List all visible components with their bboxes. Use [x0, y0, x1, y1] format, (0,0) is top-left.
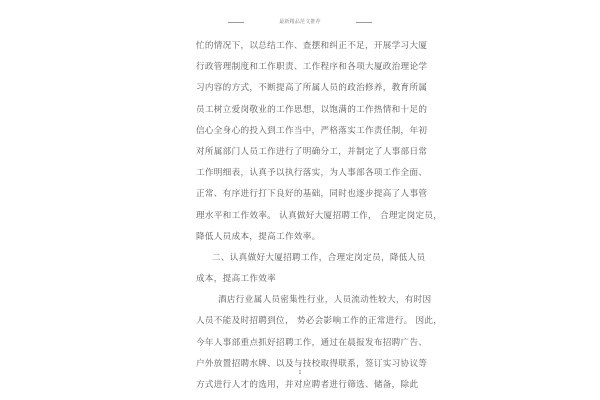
body-line: 今年人事部重点抓好招聘工作，通过在晨报发布招聘广告、 — [196, 337, 428, 348]
body-line: 户外放置招聘水牌、以及与技校取得联系，签订实习协议等 — [196, 358, 428, 369]
body-line: 员工树立爱岗敬业的工作思想，以饱满的工作热情和十足的 — [196, 104, 428, 115]
body-line: 成本，提高工作效率 — [196, 274, 277, 285]
body-line: 对所属部门人员工作进行了明确分工，并制定了人事部日常 — [196, 146, 428, 157]
body-line: 信心全身心的投入到工作当中，严格落实工作责任制，年初 — [196, 125, 428, 136]
body-line: 忙的情况下，以总结工作、查摆和纠正不足，开展学习大厦 — [196, 41, 428, 51]
page-number: 1 — [298, 370, 302, 376]
body-line: 方式进行人才的选用，并对应聘者进行筛选、储备，除此 — [196, 380, 419, 390]
section-heading: 二、认真做好大厦招聘工作，合理定岗定员，降低人员 — [212, 252, 426, 263]
body-line: 习内容的方式，不断提高了所属人员的政治修养，教育所属 — [196, 83, 428, 94]
body-line: 酒店行业属人员密集性行业，人员流动性较大，有时因 — [218, 295, 432, 306]
body-line: 人员不能及时招聘到位， 势必会影响工作的正常进行。 因此， — [196, 316, 443, 327]
page-header-title: 最新精品范文推荐 — [279, 19, 321, 25]
body-line: 降低人员成本，提高工作效率。 — [196, 231, 321, 242]
body-line: 工作明细表，认真予以执行落实，为人事部各项工作全面、 — [196, 168, 428, 179]
body-line: 行政管理制度和工作职责、工作程序和各项大厦政治理论学 — [196, 62, 428, 73]
body-line: 正常、有序进行打下良好的基础，同时也逐步提高了人事管 — [196, 189, 428, 200]
body-text — [196, 36, 446, 396]
body-line: 理水平和工作效率。 认真做好大厦招聘工作， 合理定岗定员， — [196, 210, 443, 221]
